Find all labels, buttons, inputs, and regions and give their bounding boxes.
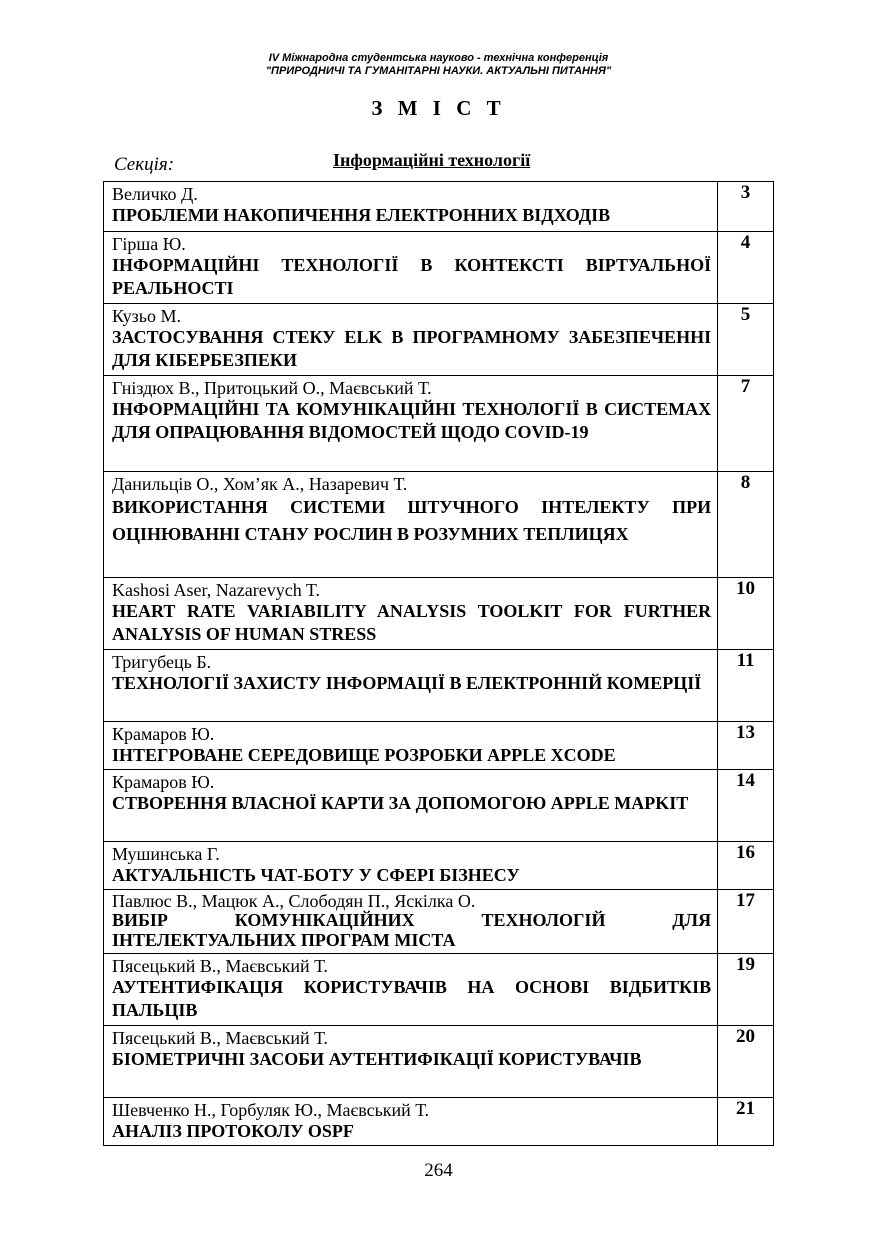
entry-title: ІНФОРМАЦІЙНІ ТА КОМУНІКАЦІЙНІ ТЕХНОЛОГІЇ В СИСТЕМАХ ДЛЯ ОПРАЦЮВАННЯ ВІДОМОСТЕЙ ЩОДО COVID-19	[112, 399, 712, 442]
entry-title: ТЕХНОЛОГІЇ ЗАХИСТУ ІНФОРМАЦІЇ В ЕЛЕКТРОННІЙ КОМЕРЦІЇ	[112, 673, 702, 693]
toc-row	[104, 650, 774, 722]
conference-header-line-2: "ПРИРОДНИЧІ ТА ГУМАНІТАРНІ НАУКИ. АКТУАЛЬНІ ПИТАННЯ"	[265, 65, 612, 77]
entry-title: ВИКОРИСТАННЯ СИСТЕМИ ШТУЧНОГО ІНТЕЛЕКТУ ПРИ ОЦІНЮВАННІ СТАНУ РОСЛИН В РОЗУМНИХ ТЕПЛИЦЯХ	[112, 497, 712, 544]
toc-row	[104, 304, 774, 376]
entry-title: ІНФОРМАЦІЙНІ ТЕХНОЛОГІЇ В КОНТЕКСТІ ВІРТУАЛЬНОЇ РЕАЛЬНОСТІ	[112, 255, 712, 298]
toc-row	[104, 182, 774, 232]
entry-page-number: 17	[718, 890, 774, 954]
page-number: 264	[424, 1160, 453, 1181]
entry-page-number: 8	[718, 472, 774, 578]
entry-authors: Мушинська Г.	[112, 844, 220, 864]
entry-authors: Кузьо М.	[112, 306, 181, 326]
entry-title: ПРОБЛЕМИ НАКОПИЧЕННЯ ЕЛЕКТРОННИХ ВІДХОДІВ	[112, 205, 611, 225]
section-name: Інформаційні технології	[333, 150, 531, 170]
toc-row	[104, 770, 774, 842]
toc-row	[104, 472, 774, 578]
entry-authors: Данильців О., Хом’як А., Назаревич Т.	[112, 474, 408, 494]
entry-page-number: 3	[718, 182, 774, 232]
entry-page-number: 14	[718, 770, 774, 842]
entry-authors: Крамаров Ю.	[112, 724, 215, 744]
entry-authors: Гірша Ю.	[112, 234, 186, 254]
entry-authors: Павлюс В., Мацюк А., Слободян П., Яскілка О.	[112, 891, 476, 911]
toc-row	[104, 722, 774, 770]
toc-row	[104, 1026, 774, 1098]
entry-title: СТВОРЕННЯ ВЛАСНОЇ КАРТИ ЗА ДОПОМОГОЮ APPLE MAPKIT	[112, 793, 689, 813]
entry-authors: Шевченко Н., Горбуляк Ю., Маєвський Т.	[112, 1100, 429, 1120]
conference-header	[0, 52, 877, 78]
entry-page-number: 21	[718, 1098, 774, 1146]
entry-title: БІОМЕТРИЧНІ ЗАСОБИ АУТЕНТИФІКАЦІЇ КОРИСТУВАЧІВ	[112, 1049, 642, 1069]
entry-title: ВИБІР КОМУНІКАЦІЙНИХ ТЕХНОЛОГІЙ ДЛЯ ІНТЕЛЕКТУАЛЬНИХ ПРОГРАМ МІСТА	[112, 910, 712, 950]
conference-header-line-1: IV Міжнародна студентська науково - технічна конференція	[268, 52, 609, 64]
entry-title: ІНТЕГРОВАНЕ СЕРЕДОВИЩЕ РОЗРОБКИ APPLE XCODE	[112, 745, 616, 765]
contents-table	[103, 181, 774, 1146]
toc-row	[104, 1098, 774, 1146]
entry-authors: Гніздюх В., Притоцький О., Маєвський Т.	[112, 378, 432, 398]
entry-page-number: 4	[718, 232, 774, 304]
entry-authors: Тригубець Б.	[112, 652, 212, 672]
entry-authors: Kashosi Aser, Nazarevych T.	[112, 580, 321, 600]
toc-row	[104, 954, 774, 1026]
entry-authors: Пясецький В., Маєвський Т.	[112, 1028, 328, 1048]
entry-title: АНАЛІЗ ПРОТОКОЛУ OSPF	[112, 1121, 354, 1141]
toc-row	[104, 890, 774, 954]
entry-title: АКТУАЛЬНІСТЬ ЧАТ-БОТУ У СФЕРІ БІЗНЕСУ	[112, 865, 520, 885]
entry-page-number: 19	[718, 954, 774, 1026]
section-label: Секція:	[114, 154, 175, 175]
contents-title: З М І С Т	[371, 96, 506, 120]
entry-page-number: 13	[718, 722, 774, 770]
entry-page-number: 11	[718, 650, 774, 722]
entry-page-number: 10	[718, 578, 774, 650]
entry-title: ЗАСТОСУВАННЯ СТЕКУ ELK В ПРОГРАМНОМУ ЗАБЕЗПЕЧЕННІ ДЛЯ КІБЕРБЕЗПЕКИ	[112, 327, 712, 370]
entry-title: HEART RATE VARIABILITY ANALYSIS TOOLKIT FOR FURTHER ANALYSIS OF HUMAN STRESS	[112, 601, 712, 644]
toc-row	[104, 376, 774, 472]
entry-page-number: 16	[718, 842, 774, 890]
entry-authors: Крамаров Ю.	[112, 772, 215, 792]
toc-row	[104, 232, 774, 304]
entry-page-number: 5	[718, 304, 774, 376]
entry-page-number: 20	[718, 1026, 774, 1098]
entry-page-number: 7	[718, 376, 774, 472]
toc-row	[104, 578, 774, 650]
entry-authors: Величко Д.	[112, 184, 198, 204]
toc-row	[104, 842, 774, 890]
entry-authors: Пясецький В., Маєвський Т.	[112, 956, 328, 976]
entry-title: АУТЕНТИФІКАЦІЯ КОРИСТУВАЧІВ НА ОСНОВІ ВІДБИТКІВ ПАЛЬЦІВ	[112, 977, 712, 1020]
